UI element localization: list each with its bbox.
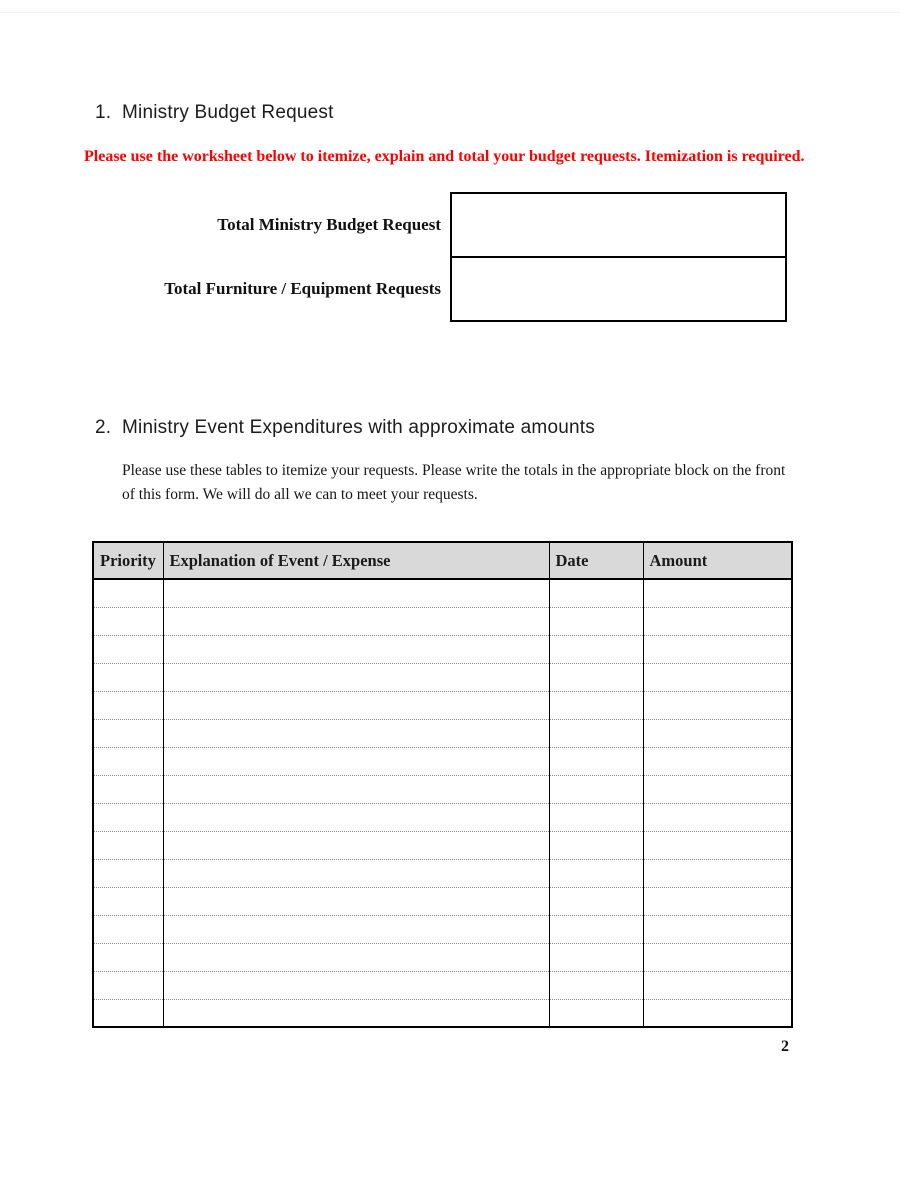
header-row — [93, 542, 792, 579]
table-row — [93, 971, 792, 999]
table-cell[interactable] — [549, 887, 643, 915]
total-field-row — [92, 256, 787, 322]
table-cell[interactable] — [549, 747, 643, 775]
table-cell[interactable] — [93, 607, 163, 635]
table-cell[interactable] — [93, 663, 163, 691]
table-cell[interactable] — [163, 915, 549, 943]
table-cell[interactable] — [643, 803, 792, 831]
table-cell[interactable] — [93, 859, 163, 887]
table-cell[interactable] — [163, 803, 549, 831]
table-cell[interactable] — [549, 663, 643, 691]
table-cell[interactable] — [643, 607, 792, 635]
total-furniture-equipment-label: Total Furniture / Equipment Requests — [164, 279, 441, 298]
section2-title: Ministry Event Expenditures with approximate amounts — [122, 417, 595, 438]
table-row — [93, 719, 792, 747]
section1-title: Ministry Budget Request — [122, 102, 334, 123]
table-row — [93, 831, 792, 859]
table-cell[interactable] — [93, 635, 163, 663]
table-cell[interactable] — [549, 943, 643, 971]
table-cell[interactable] — [163, 943, 549, 971]
column-header-priority: Priority — [93, 542, 163, 579]
table-cell[interactable] — [93, 887, 163, 915]
section2-heading — [95, 417, 595, 439]
table-cell[interactable] — [163, 775, 549, 803]
table-cell[interactable] — [643, 999, 792, 1027]
table-cell[interactable] — [643, 971, 792, 999]
expense-table — [92, 541, 793, 1028]
table-cell[interactable] — [549, 999, 643, 1027]
table-cell[interactable] — [163, 887, 549, 915]
table-cell[interactable] — [643, 719, 792, 747]
table-cell[interactable] — [93, 971, 163, 999]
table-cell[interactable] — [549, 803, 643, 831]
table-cell[interactable] — [163, 663, 549, 691]
table-cell[interactable] — [549, 831, 643, 859]
table-cell[interactable] — [643, 887, 792, 915]
total-ministry-budget-input[interactable] — [450, 192, 787, 258]
table-cell[interactable] — [549, 971, 643, 999]
table-cell[interactable] — [643, 579, 792, 607]
table-cell[interactable] — [163, 607, 549, 635]
table-cell[interactable] — [93, 915, 163, 943]
table-row — [93, 999, 792, 1027]
table-cell[interactable] — [163, 971, 549, 999]
table-cell[interactable] — [93, 999, 163, 1027]
table-cell[interactable] — [643, 859, 792, 887]
table-cell[interactable] — [163, 691, 549, 719]
table-cell[interactable] — [643, 915, 792, 943]
table-cell[interactable] — [643, 831, 792, 859]
table-row — [93, 691, 792, 719]
itemization-notice: Please use the worksheet below to itemize, explain and total your budget requests. Itemization is required. — [84, 148, 805, 165]
table-cell[interactable] — [643, 943, 792, 971]
table-cell[interactable] — [93, 719, 163, 747]
table-cell[interactable] — [163, 831, 549, 859]
section2-instructions: Please use these tables to itemize your requests. Please write the totals in the appropriate block on the front of this form. We will do all we can to meet your requests. — [122, 462, 786, 503]
table-row — [93, 607, 792, 635]
section1-number: 1. — [95, 102, 112, 123]
table-row — [93, 859, 792, 887]
table-cell[interactable] — [163, 859, 549, 887]
column-header-amount: Amount — [643, 542, 792, 579]
table-cell[interactable] — [93, 943, 163, 971]
total-field-row — [92, 192, 787, 258]
table-cell[interactable] — [163, 747, 549, 775]
page-number: 2 — [781, 1038, 789, 1055]
table-row — [93, 579, 792, 607]
table-cell[interactable] — [643, 635, 792, 663]
table-cell[interactable] — [93, 579, 163, 607]
table-cell[interactable] — [93, 747, 163, 775]
table-cell[interactable] — [549, 635, 643, 663]
table-cell[interactable] — [549, 859, 643, 887]
table-cell[interactable] — [163, 579, 549, 607]
table-row — [93, 887, 792, 915]
table-cell[interactable] — [163, 719, 549, 747]
table-cell[interactable] — [549, 691, 643, 719]
table-cell[interactable] — [549, 607, 643, 635]
table-cell[interactable] — [549, 915, 643, 943]
table-cell[interactable] — [643, 691, 792, 719]
table-row — [93, 747, 792, 775]
table-cell[interactable] — [549, 579, 643, 607]
table-cell[interactable] — [163, 999, 549, 1027]
total-ministry-budget-label: Total Ministry Budget Request — [217, 215, 441, 234]
table-row — [93, 663, 792, 691]
table-cell[interactable] — [93, 691, 163, 719]
totals-block — [92, 192, 787, 322]
table-cell[interactable] — [549, 775, 643, 803]
table-row — [93, 803, 792, 831]
table-row — [93, 775, 792, 803]
column-header-explanation: Explanation of Event / Expense — [163, 542, 549, 579]
expense-table-header — [93, 542, 792, 579]
table-cell[interactable] — [93, 831, 163, 859]
section2-number: 2. — [95, 417, 112, 438]
table-row — [93, 635, 792, 663]
total-furniture-equipment-input[interactable] — [450, 256, 787, 322]
table-row — [93, 915, 792, 943]
table-cell[interactable] — [93, 775, 163, 803]
table-cell[interactable] — [163, 635, 549, 663]
table-row — [93, 943, 792, 971]
table-cell[interactable] — [93, 803, 163, 831]
table-cell[interactable] — [643, 775, 792, 803]
expense-table-body — [93, 579, 792, 1027]
table-cell[interactable] — [643, 663, 792, 691]
section1-heading — [95, 102, 334, 124]
column-header-date: Date — [549, 542, 643, 579]
table-cell[interactable] — [643, 747, 792, 775]
table-cell[interactable] — [549, 719, 643, 747]
